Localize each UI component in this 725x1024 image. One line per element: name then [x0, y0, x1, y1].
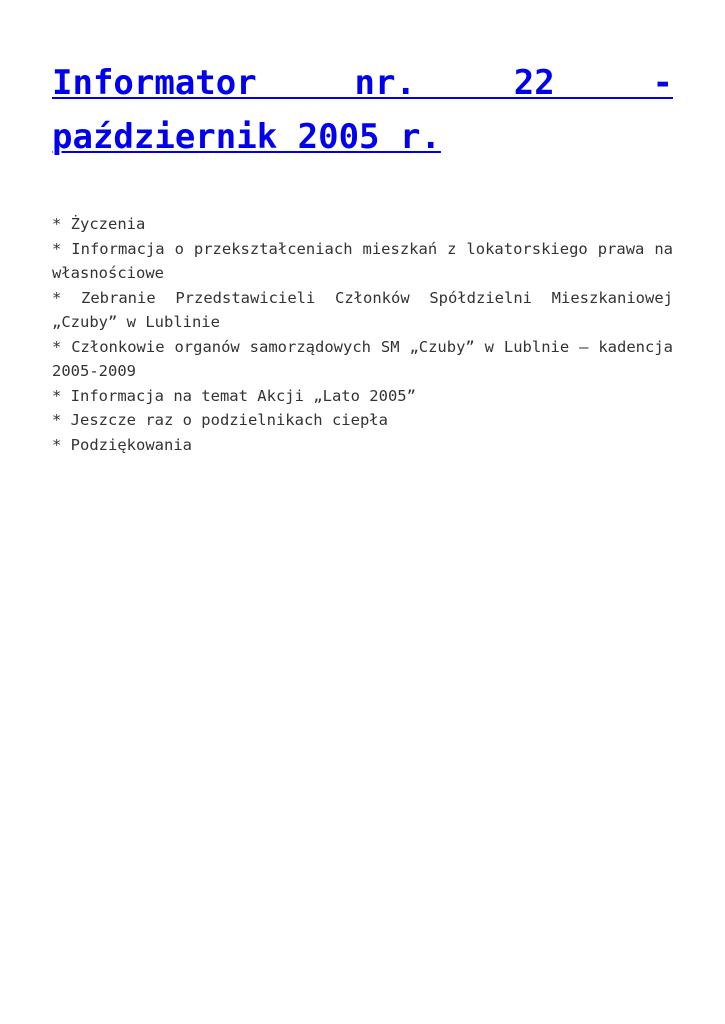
list-item: * Życzenia — [52, 215, 146, 233]
article-title-link[interactable]: Informator nr. 22 - październik 2005 r. — [52, 63, 673, 157]
list-item: * Zebranie Przedstawicieli Członków Spółdzielni Mieszkaniowej „Czuby” w Lublinie — [52, 288, 673, 331]
list-item: * Członkowie organów samorządowych SM „Czuby” w Lublnie – kadencja 2005-2009 — [52, 337, 673, 380]
list-item: * Informacja na temat Akcji „Lato 2005” — [52, 386, 416, 405]
list-item: * Jeszcze raz o podzielnikach ciepła — [52, 411, 388, 429]
article-title — [52, 56, 673, 164]
list-item: * Informacja o przekształceniach mieszkań z lokatorskiego prawa na własnościowe — [52, 239, 673, 282]
article-contents-list — [52, 212, 673, 457]
list-item: * Podziękowania — [52, 435, 192, 454]
article — [52, 56, 673, 457]
